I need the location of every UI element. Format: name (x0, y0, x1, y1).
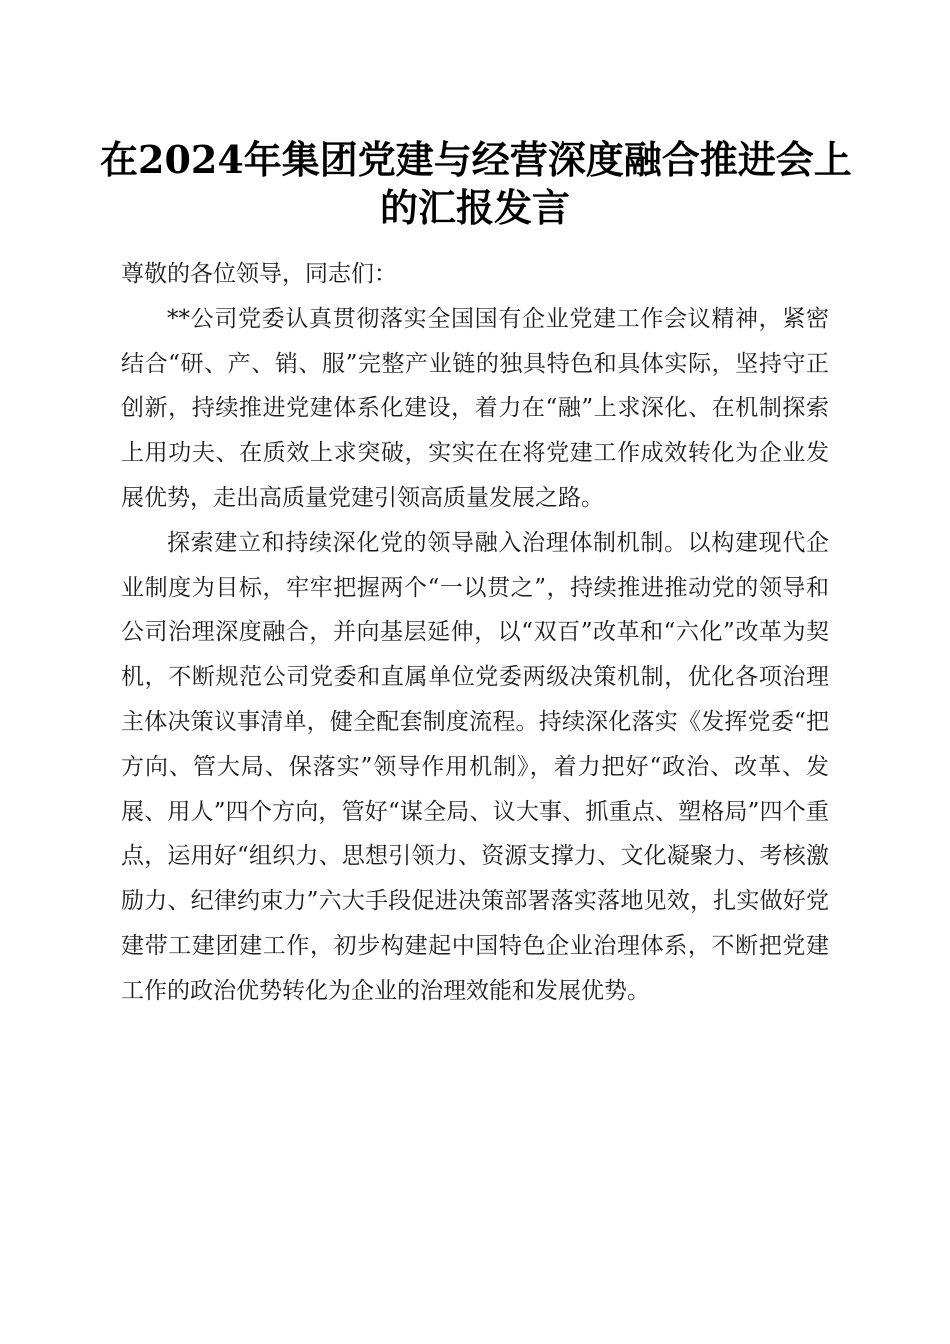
title-line-2: 的汇报发言 (379, 185, 570, 230)
document-body (121, 252, 829, 1014)
document-title (100, 136, 850, 232)
paragraph-governance: 探索建立和持续深化党的领导融入治理体制机制。以构建现代企业制度为目标，牢牢把握两个“一以贯之”，持续推进推动党的领导和公司治理深度融合，并向基层延伸，以“双百”改革和“六化”改革为契机，不断规范公司党委和直属单位党委两级决策机制，优化各项治理主体决策议事清单，健全配套制度流程。持续深化落实《发挥党委“把方向、管大局、保落实”领导作用机制》，着力把好“政治、改革、发展、用人”四个方向，管好“谋全局、议大事、抓重点、塑格局”四个重点，运用好“组织力、思想引领力、资源支撑力、文化凝聚力、考核激励力、纪律约束力”六大手段促进决策部署落实落地见效，扎实做好党建带工建团建工作，初步构建起中国特色企业治理体系，不断把党建工作的政治优势转化为企业的治理效能和发展优势。 (121, 529, 829, 1004)
paragraph-intro: **公司党委认真贯彻落实全国国有企业党建工作会议精神，紧密结合“研、产、销、服”完整产业链的独具特色和具体实际，坚持守正创新，持续推进党建体系化建设，着力在“融”上求深化、在机制探索上用功夫、在质效上求突破，实实在在将党建工作成效转化为企业发展优势，走出高质量党建引领高质量发展之路。 (121, 305, 829, 511)
salutation: 尊敬的各位领导，同志们： (121, 261, 397, 287)
title-line-1: 在2024年集团党建与经营深度融合推进会上 (100, 137, 852, 182)
